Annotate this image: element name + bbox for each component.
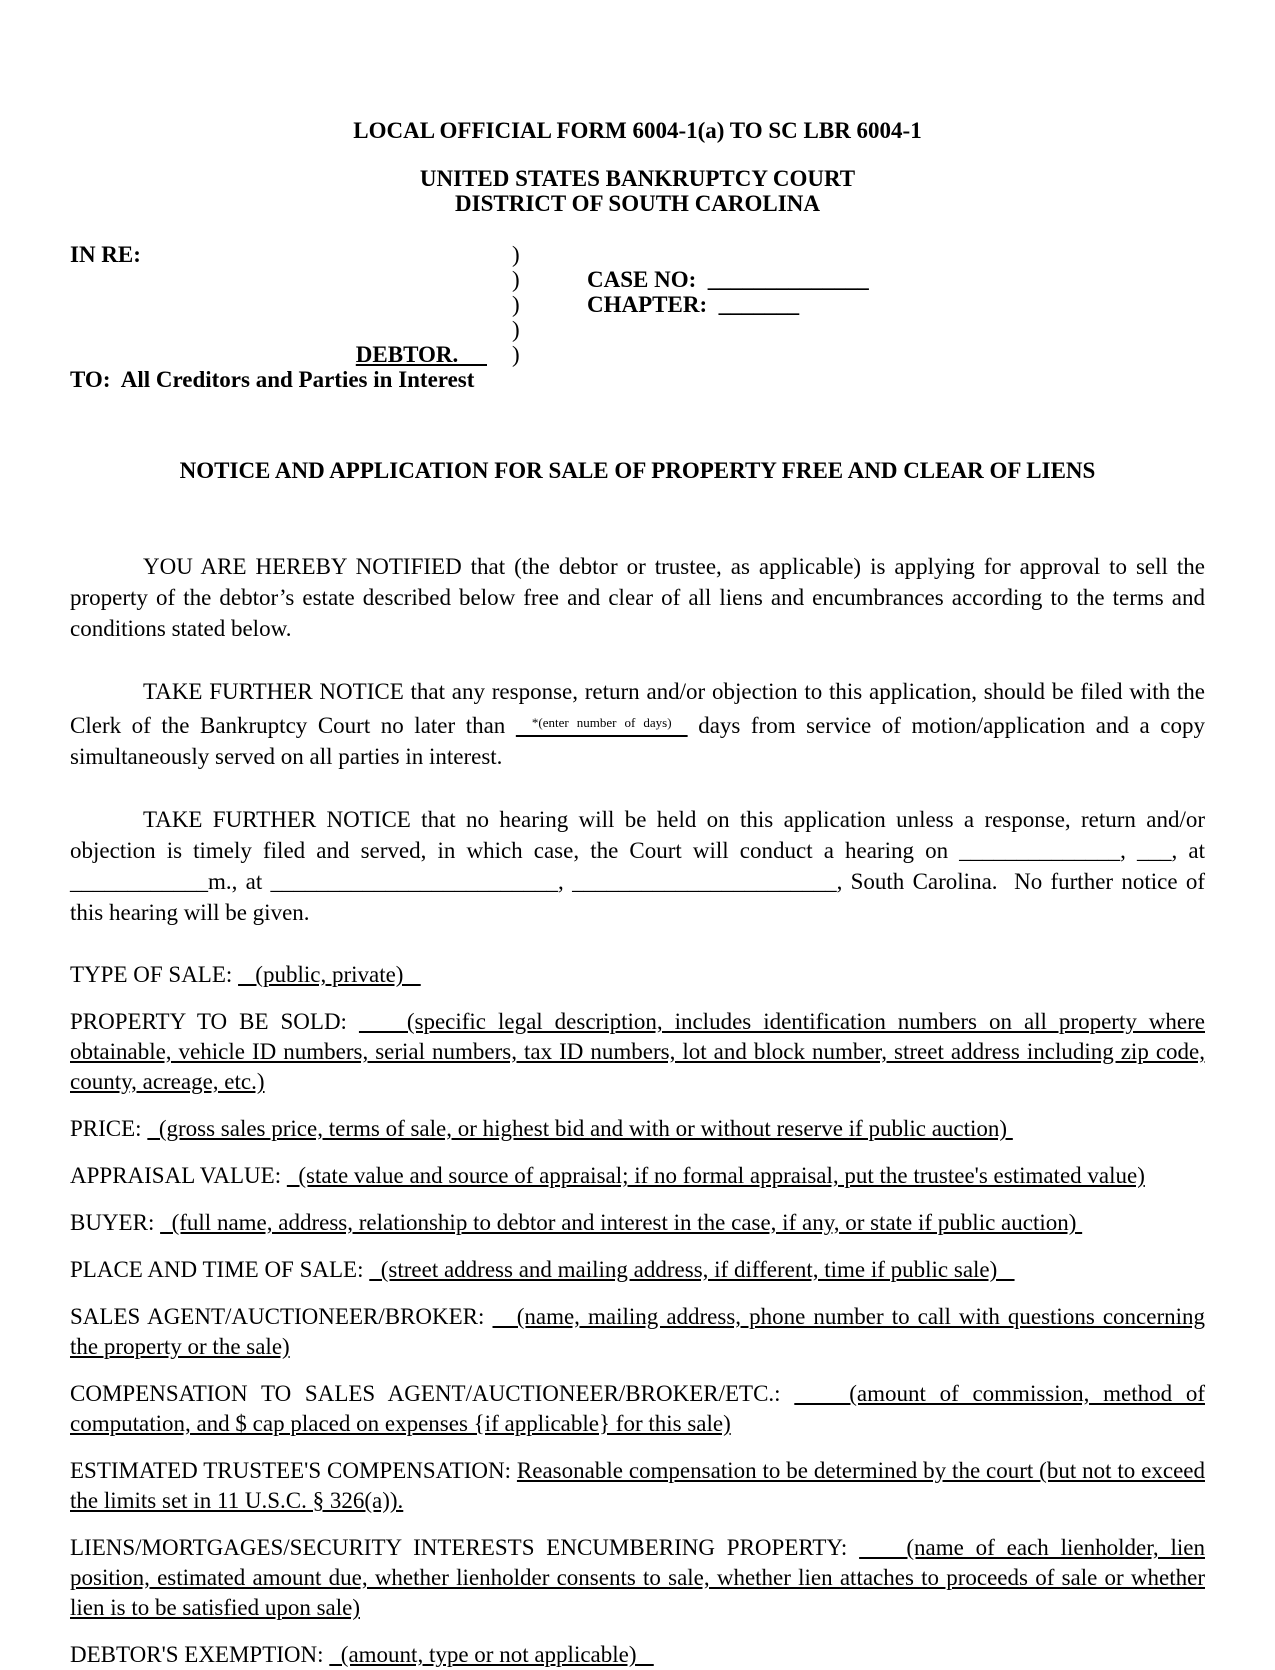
field-label: COMPENSATION TO SALES AGENT/AUCTIONEER/BROKER/ETC.: [70, 1381, 781, 1406]
field-label: APPRAISAL VALUE: [70, 1163, 282, 1188]
court-district: DISTRICT OF SOUTH CAROLINA [455, 191, 820, 216]
caption-row [70, 267, 1205, 292]
field-compensation-to-sales-agent [70, 1379, 1205, 1439]
form-fields [70, 960, 1205, 1670]
caption-paren: ) [512, 342, 520, 367]
case-caption [70, 242, 1205, 367]
caption-paren: ) [512, 317, 520, 342]
field-label: PROPERTY TO BE SOLD: [70, 1009, 347, 1034]
caption-right-empty [587, 342, 1205, 367]
field-value-blank: (amount, type or not applicable) [329, 1642, 654, 1667]
notice-paragraph-1: YOU ARE HEREBY NOTIFIED that (the debtor or trustee, as applicable) is applying for approval to sell the property of the debtor’s estate described below free and clear of all liens and encumbrances according to the terms and conditions stated below. [70, 554, 1205, 641]
notice-paragraph-2-after: days from service of motion/application and a copy simultaneously served on all parties in interest. [70, 713, 1205, 769]
field-label: DEBTOR'S EXEMPTION: [70, 1642, 324, 1667]
caption-paren: ) [512, 267, 520, 292]
caption-row [70, 242, 1205, 267]
field-label: LIENS/MORTGAGES/SECURITY INTERESTS ENCUMBERING PROPERTY: [70, 1535, 848, 1560]
caption-left-empty [70, 317, 512, 342]
days-blank-hint: *(enter number of days) [515, 715, 688, 730]
field-label: PLACE AND TIME OF SALE: [70, 1257, 364, 1282]
field-value-blank: (public, private) [238, 962, 421, 987]
field-value-blank: Reasonable compensation to be determined by the court (but not to exceed the limits set in 11 U.S.C. § 326(a)). [70, 1458, 1205, 1513]
notice-paragraph-3: TAKE FURTHER NOTICE that no hearing will be held on this application unless a response, return and/or objection is timely filed and served, in which case, the Court will conduct a hearing on ______________, ___, at ____________m., at _________________________, _______________________, South Carolina. No further notice of this hearing will be given. [70, 807, 1205, 925]
field-estimated-trustees-compensation [70, 1456, 1205, 1516]
field-label: SALES AGENT/AUCTIONEER/BROKER: [70, 1304, 485, 1329]
to-creditors-line: TO: All Creditors and Parties in Interest [70, 367, 475, 392]
caption-row [70, 317, 1205, 342]
form-number-line: LOCAL OFFICIAL FORM 6004-1(a) TO SC LBR 6004-1 [353, 118, 922, 143]
debtor-label: DEBTOR. [355, 342, 487, 367]
field-appraisal-value [70, 1161, 1205, 1191]
field-value-blank: (state value and source of appraisal; if no formal appraisal, put the trustee's estimated value) [286, 1163, 1145, 1188]
caption-right-empty [587, 317, 1205, 342]
field-value-blank: (name of each lienholder, lien position, estimated amount due, whether lienholder consents to sale, whether lien attaches to proceeds of sale or whether lien is to be satisfied upon sale) [70, 1535, 1205, 1620]
field-type-of-sale [70, 960, 1205, 990]
caption-paren: ) [512, 292, 520, 317]
caption-right-empty [587, 242, 1205, 267]
field-liens-mortgages [70, 1533, 1205, 1623]
field-property-to-be-sold [70, 1007, 1205, 1097]
court-name: UNITED STATES BANKRUPTCY COURT [419, 166, 856, 191]
court-header [70, 166, 1205, 216]
field-value-blank: (specific legal description, includes identification numbers on all property where obtainable, vehicle ID numbers, serial numbers, tax ID numbers, lot and block number, street address including zip code, county, acreage, etc.) [70, 1009, 1205, 1094]
field-value-blank: (name, mailing address, phone number to call with questions concerning the property or the sale) [70, 1304, 1206, 1359]
document-title: NOTICE AND APPLICATION FOR SALE OF PROPERTY FREE AND CLEAR OF LIENS [179, 458, 1096, 483]
case-no-line: CASE NO: ______________ [587, 267, 869, 292]
field-label: TYPE OF SALE: [70, 962, 233, 987]
debtor-cell [70, 342, 512, 367]
field-value-blank: (full name, address, relationship to debtor and interest in the case, if any, or state if public auction) [160, 1210, 1083, 1235]
field-value-blank: (street address and mailing address, if different, time if public sale) [369, 1257, 1015, 1282]
caption-left-empty [70, 267, 512, 292]
in-re-label: IN RE: [70, 242, 141, 267]
caption-paren: ) [512, 242, 520, 267]
field-label: BUYER: [70, 1210, 155, 1235]
days-blank [516, 713, 688, 738]
caption-row [70, 292, 1205, 317]
field-sales-agent [70, 1302, 1205, 1362]
field-value-blank: (amount of commission, method of computation, and $ cap placed on expenses {if applicable} for this sale) [70, 1381, 1205, 1436]
caption-left-empty [70, 292, 512, 317]
field-place-and-time-of-sale [70, 1255, 1205, 1285]
notice-paragraph-2 [70, 676, 1205, 772]
caption-row [70, 342, 1205, 367]
field-label: ESTIMATED TRUSTEE'S COMPENSATION: [70, 1458, 512, 1483]
field-buyer [70, 1208, 1205, 1238]
notice-paragraph-2-before: TAKE FURTHER NOTICE that any response, return and/or objection to this application, should be filed with the Clerk of the Bankruptcy Court no later than [70, 679, 1205, 738]
field-debtors-exemption [70, 1640, 1205, 1670]
field-value-blank: (gross sales price, terms of sale, or highest bid and with or without reserve if public auction) [147, 1116, 1013, 1141]
field-label: PRICE: [70, 1116, 142, 1141]
chapter-line: CHAPTER: _______ [587, 292, 800, 317]
field-price [70, 1114, 1205, 1144]
